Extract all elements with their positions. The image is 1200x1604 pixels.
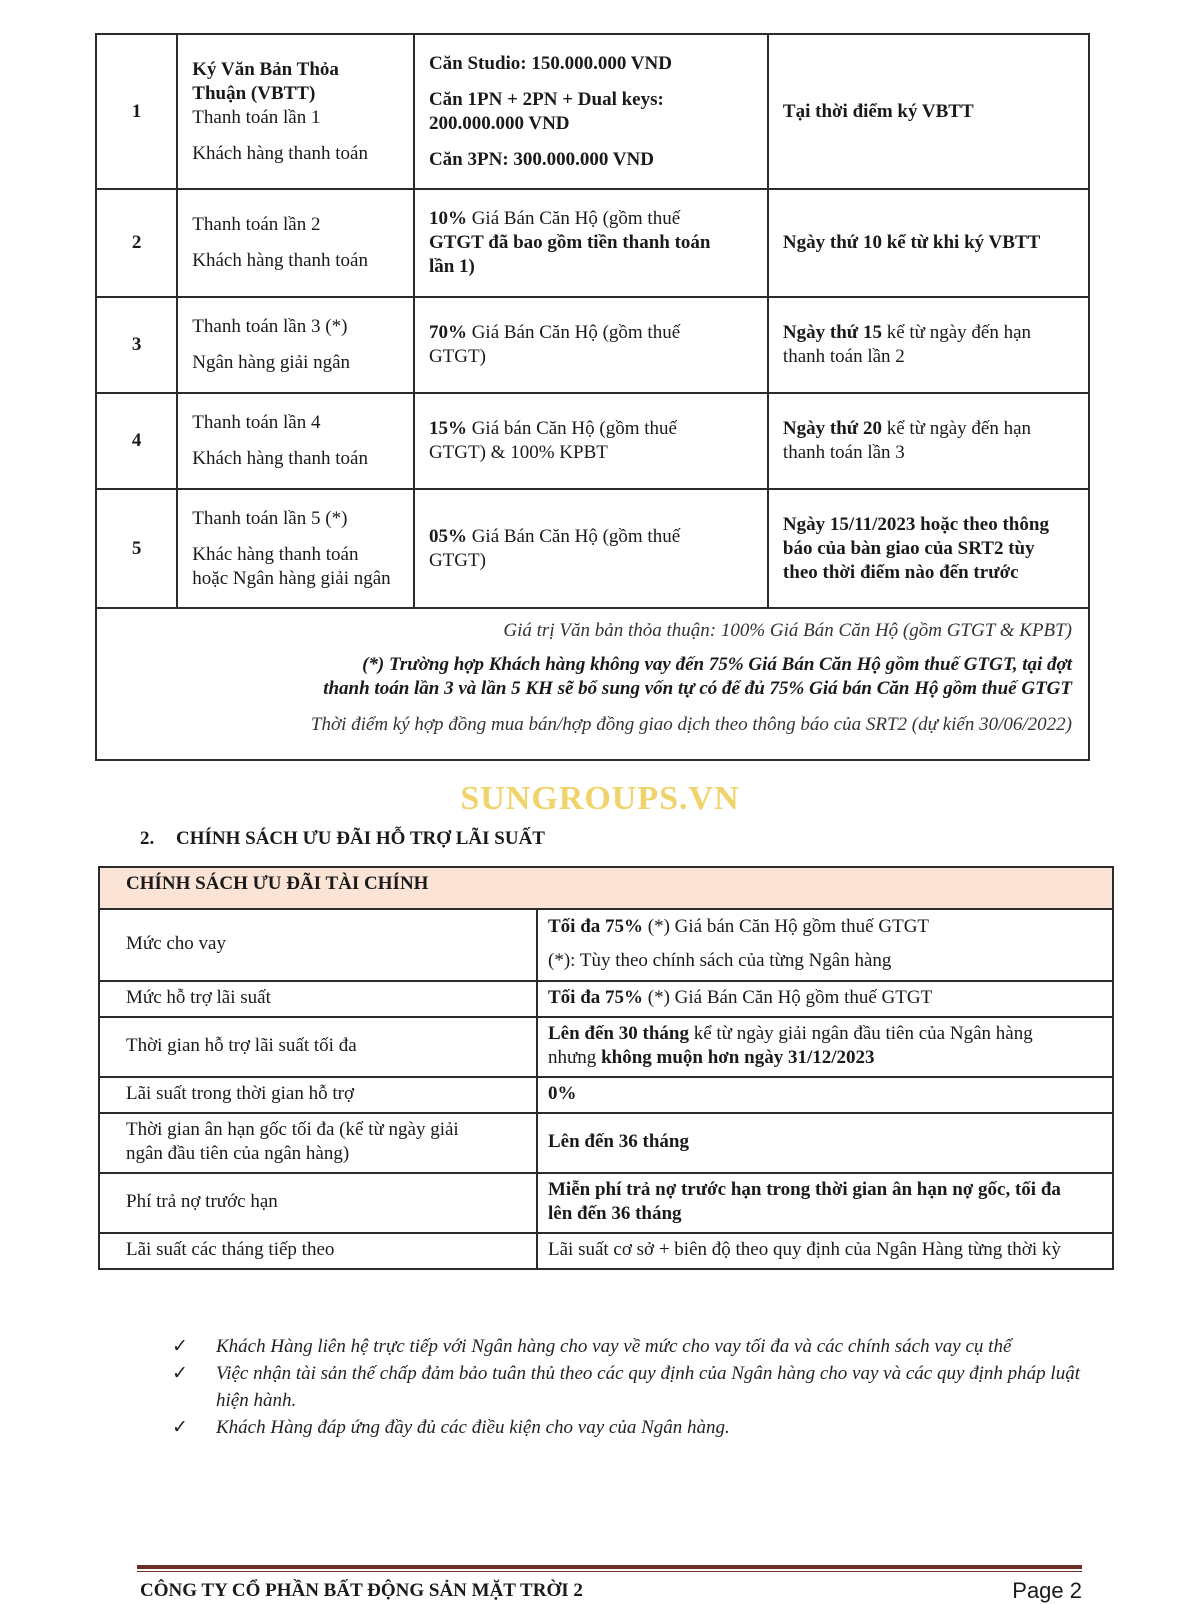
- time-cell: [768, 297, 1089, 393]
- payer-label: Ngân hàng giải ngân: [192, 352, 351, 373]
- amount-cell: [414, 489, 768, 608]
- time-text: theo thời điểm nào đến trước: [782, 561, 1019, 583]
- time-text: kể từ ngày đến hạn: [881, 322, 1032, 343]
- stage-cell: [177, 189, 414, 297]
- stage-label: Thanh toán lần 2: [192, 214, 321, 235]
- value-bold: Tối đa 75%: [548, 916, 644, 937]
- table-row: [99, 1017, 1113, 1077]
- list-item: [172, 1360, 1092, 1414]
- amount-studio: Căn Studio: 150.000.000 VND: [428, 52, 672, 74]
- list-item-text: Khách Hàng liên hệ trực tiếp với Ngân hàng cho vay về mức cho vay tối đa và các chính sách vay cụ thể: [216, 1336, 1012, 1357]
- notes-cell: [96, 608, 1089, 760]
- time-cell: [768, 393, 1089, 489]
- payer-label: Khác hàng thanh toán: [192, 543, 359, 565]
- label-line: ngân đầu tiên của ngân hàng): [126, 1143, 350, 1164]
- policy-value: [537, 1077, 1113, 1113]
- amount-text: Giá Bán Căn Hộ (gồm thuế: [466, 322, 681, 343]
- policy-label: Phí trả nợ trước hạn: [99, 1173, 537, 1233]
- amount-cell: [414, 189, 768, 297]
- value-text: (*): Tùy theo chính sách của từng Ngân hàng: [548, 950, 892, 971]
- note-loan: thanh toán lần 3 và lần 5 KH sẽ bổ sung vốn tự có để đủ 75% Giá bán Căn Hộ gồm thuế GTGT: [323, 678, 1072, 699]
- table-row: [99, 981, 1113, 1017]
- notes-row: [96, 608, 1089, 760]
- amount-percent: 15%: [428, 418, 467, 439]
- watermark: SUNGROUPS.VN: [460, 780, 740, 817]
- amount-text: GTGT) & 100% KPBT: [428, 442, 608, 463]
- time-text: thanh toán lần 3: [782, 442, 905, 463]
- amount-1pn-label: Căn 1PN + 2PN + Dual keys:: [428, 88, 664, 110]
- amount-percent: 10%: [428, 208, 467, 229]
- time-day: Ngày thứ 15: [782, 322, 882, 343]
- time-text: Ngày thứ 10 kể từ khi ký VBTT: [782, 232, 1041, 253]
- amount-text: GTGT): [428, 549, 486, 571]
- policy-value: [537, 1173, 1113, 1233]
- stage-cell: [177, 297, 414, 393]
- amount-1pn-value: 200.000.000 VND: [428, 112, 570, 134]
- value-text: kể từ ngày giải ngân đầu tiên của Ngân hàng: [688, 1023, 1033, 1044]
- footer-rule: [137, 1565, 1082, 1569]
- amount-percent: 70%: [428, 322, 467, 343]
- list-item-text: Khách Hàng đáp ứng đầy đủ các điều kiện cho vay của Ngân hàng.: [216, 1417, 730, 1438]
- policy-value: Lãi suất cơ sở + biên độ theo quy định của Ngân Hàng từng thời kỳ: [537, 1233, 1113, 1269]
- policy-label: Thời gian hỗ trợ lãi suất tối đa: [99, 1017, 537, 1077]
- list-item: [172, 1414, 1092, 1441]
- stage-title: Thuận (VBTT): [192, 82, 316, 104]
- value-bold: Tối đa 75%: [548, 987, 644, 1008]
- policy-value: [537, 1017, 1113, 1077]
- amount-text: GTGT): [428, 346, 486, 367]
- table-row: [96, 393, 1089, 489]
- check-icon: ✓: [172, 1363, 188, 1384]
- table-row: [99, 1077, 1113, 1113]
- value-text: nhưng: [548, 1047, 602, 1068]
- table-row: [96, 189, 1089, 297]
- table-header-row: [99, 867, 1113, 909]
- stage-cell: [177, 393, 414, 489]
- payer-label: hoặc Ngân hàng giải ngân: [192, 567, 391, 589]
- table-row: [96, 34, 1089, 189]
- row-number: 5: [96, 489, 177, 608]
- row-number: 4: [96, 393, 177, 489]
- amount-cell: [414, 297, 768, 393]
- value-bold: không muộn hơn ngày 31/12/2023: [601, 1047, 875, 1068]
- time-cell: [768, 489, 1089, 608]
- footer-company: CÔNG TY CỔ PHẦN BẤT ĐỘNG SẢN MẶT TRỜI 2: [140, 1580, 583, 1601]
- section-heading: [140, 828, 545, 850]
- list-item-text: Việc nhận tài sản thế chấp đảm bảo tuân thủ theo các quy định của Ngân hàng cho vay và các quy định pháp luật hiện hành.: [216, 1363, 1080, 1411]
- footer-rule-thin: [137, 1571, 1082, 1572]
- section-title: CHÍNH SÁCH ƯU ĐÃI HỖ TRỢ LÃI SUẤT: [176, 828, 545, 849]
- table-header: CHÍNH SÁCH ƯU ĐÃI TÀI CHÍNH: [99, 867, 1113, 909]
- page-number: Page 2: [1012, 1578, 1082, 1603]
- time-cell: [768, 189, 1089, 297]
- note-loan: (*) Trường hợp Khách hàng không vay đến 75% Giá Bán Căn Hộ gồm thuế GTGT, tại đợt: [362, 654, 1072, 675]
- stage-label: Thanh toán lần 3 (*): [192, 316, 348, 337]
- amount-text: Giá Bán Căn Hộ (gồm thuế: [466, 208, 681, 229]
- policy-label: Mức cho vay: [99, 909, 537, 981]
- time-text: Ngày 15/11/2023 hoặc theo thông: [782, 513, 1049, 535]
- section-number: 2.: [140, 828, 155, 849]
- payer-label: Khách hàng thanh toán: [192, 448, 368, 469]
- value-bold: lên đến 36 tháng: [548, 1203, 682, 1224]
- list-item: [172, 1333, 1092, 1360]
- table-row: [99, 1233, 1113, 1269]
- note-contract-time: Thời điểm ký hợp đồng mua bán/hợp đồng giao dịch theo thông báo của SRT2 (dự kiến 30/06/2022): [310, 714, 1072, 735]
- check-icon: ✓: [172, 1336, 188, 1357]
- time-text: báo của bàn giao của SRT2 tùy: [782, 537, 1035, 559]
- value-text: (*) Giá Bán Căn Hộ gồm thuế GTGT: [643, 987, 933, 1008]
- policy-label: Mức hỗ trợ lãi suất: [99, 981, 537, 1017]
- stage-label: Thanh toán lần 5 (*): [192, 507, 348, 529]
- time-text: Tại thời điểm ký VBTT: [782, 100, 974, 122]
- payer-label: Khách hàng thanh toán: [192, 142, 368, 164]
- stage-label: Thanh toán lần 4: [192, 412, 321, 433]
- value-bold: 0%: [548, 1083, 577, 1104]
- table-row: [99, 1173, 1113, 1233]
- label-line: Thời gian ân hạn gốc tối đa (kể từ ngày giải: [126, 1119, 459, 1140]
- value-text: (*) Giá bán Căn Hộ gồm thuế GTGT: [643, 916, 930, 937]
- payment-schedule-table: [95, 33, 1090, 761]
- stage-cell: [177, 489, 414, 608]
- amount-text: Giá bán Căn Hộ (gồm thuế: [466, 418, 677, 439]
- note-contract-value: Giá trị Văn bản thỏa thuận: 100% Giá Bán Căn Hộ (gồm GTGT & KPBT): [503, 620, 1072, 641]
- amount-text: Giá Bán Căn Hộ (gồm thuế: [466, 525, 681, 547]
- check-icon: ✓: [172, 1417, 188, 1438]
- stage-cell: [177, 34, 414, 189]
- policy-value: [537, 1113, 1113, 1173]
- time-text: kể từ ngày đến hạn: [881, 418, 1032, 439]
- amount-cell: [414, 34, 768, 189]
- stage-label: Thanh toán lần 1: [192, 106, 321, 128]
- value-bold: Lên đến 36 tháng: [548, 1131, 689, 1152]
- notes-checklist: [172, 1333, 1092, 1441]
- table-row: [96, 297, 1089, 393]
- policy-value: [537, 981, 1113, 1017]
- value-bold: Lên đến 30 tháng: [548, 1023, 689, 1044]
- time-text: thanh toán lần 2: [782, 346, 905, 367]
- table-row: [99, 909, 1113, 981]
- value-bold: Miễn phí trả nợ trước hạn trong thời gian ân hạn nợ gốc, tối đa: [548, 1179, 1061, 1200]
- table-row: [96, 489, 1089, 608]
- amount-3pn: Căn 3PN: 300.000.000 VND: [428, 148, 654, 170]
- amount-text-bold: lần 1): [428, 256, 475, 277]
- row-number: 1: [96, 34, 177, 189]
- policy-label: [99, 1113, 537, 1173]
- amount-text-bold: GTGT đã bao gồm tiền thanh toán: [428, 232, 711, 253]
- row-number: 2: [96, 189, 177, 297]
- amount-cell: [414, 393, 768, 489]
- amount-percent: 05%: [428, 525, 467, 547]
- time-cell: [768, 34, 1089, 189]
- row-number: 3: [96, 297, 177, 393]
- policy-value: [537, 909, 1113, 981]
- payer-label: Khách hàng thanh toán: [192, 250, 368, 271]
- time-day: Ngày thứ 20: [782, 418, 882, 439]
- policy-label: Lãi suất trong thời gian hỗ trợ: [99, 1077, 537, 1113]
- policy-label: Lãi suất các tháng tiếp theo: [99, 1233, 537, 1269]
- stage-title: Ký Văn Bản Thỏa: [192, 58, 339, 80]
- financial-policy-table: [98, 866, 1114, 1270]
- table-row: [99, 1113, 1113, 1173]
